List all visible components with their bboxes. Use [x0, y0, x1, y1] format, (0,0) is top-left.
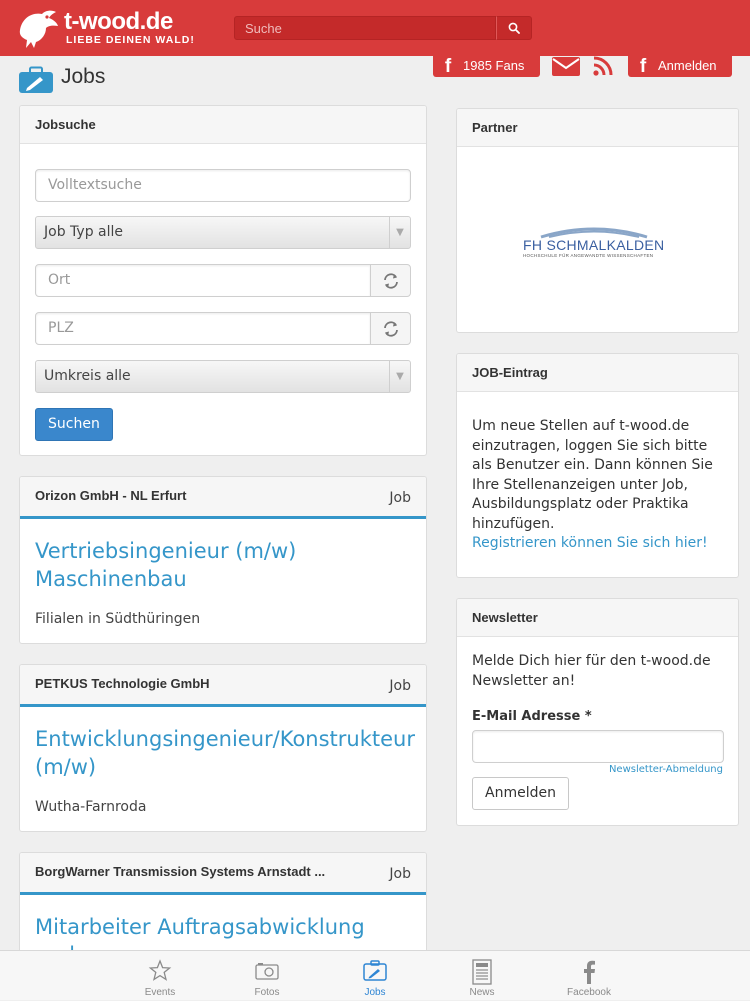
partner-logo-name: FH SCHMALKALDEN — [523, 237, 665, 253]
refresh-icon — [382, 320, 400, 338]
facebook-icon: f — [444, 56, 452, 77]
email-field[interactable] — [472, 730, 724, 763]
job-company — [20, 477, 426, 519]
job-title-link[interactable]: Vertriebsingenieur (m/w) Maschinenbau — [35, 539, 297, 591]
job-type-label: Job — [389, 678, 411, 694]
job-location: Wutha-Farnroda — [35, 799, 147, 815]
facebook-icon — [577, 959, 601, 985]
tab-events[interactable] — [120, 951, 200, 1001]
tab-fotos[interactable] — [227, 951, 307, 1001]
site-logo[interactable] — [16, 8, 206, 50]
header-search — [234, 16, 532, 40]
logo-name: t-wood.de — [64, 8, 173, 35]
bottom-tab-bar — [0, 950, 750, 1000]
top-bar — [0, 0, 750, 56]
tab-jobs[interactable] — [335, 951, 415, 1001]
job-company — [20, 665, 426, 707]
job-card[interactable] — [19, 664, 427, 832]
newspaper-icon — [470, 959, 494, 985]
job-location: Filialen in Südthüringen — [35, 611, 201, 627]
newsletter-submit-button[interactable]: Anmelden — [472, 777, 569, 810]
facebook-fans-button[interactable] — [433, 55, 540, 77]
job-type-select[interactable] — [35, 216, 411, 249]
place-placeholder: Ort — [48, 272, 71, 288]
newsletter-text: Melde Dich hier für den t-wood.de Newsletter an! — [472, 653, 711, 689]
facebook-login-button[interactable] — [628, 55, 732, 77]
job-type-label: Job — [389, 866, 411, 882]
tab-label: Facebook — [567, 987, 611, 998]
place-refresh-button[interactable] — [370, 264, 411, 297]
search-input[interactable] — [234, 16, 496, 40]
unsubscribe-link[interactable]: Newsletter-Abmeldung — [608, 764, 723, 775]
tab-label: Fotos — [254, 987, 280, 998]
mail-icon[interactable] — [551, 55, 581, 77]
job-title-link[interactable]: Mitarbeiter Auftragsabwicklung — [35, 915, 365, 939]
page-title: Jobs — [61, 65, 106, 88]
fans-label: 1985 Fans — [463, 58, 525, 73]
job-type-label: Job — [389, 490, 411, 506]
job-entry-text — [457, 417, 739, 554]
refresh-icon — [382, 272, 400, 290]
search-icon — [508, 22, 520, 34]
fulltext-placeholder: Volltextsuche — [48, 177, 142, 193]
job-type-value: Job Typ alle — [44, 224, 123, 240]
place-input[interactable] — [35, 264, 371, 297]
facebook-icon: f — [639, 56, 647, 77]
login-label: Anmelden — [658, 58, 717, 73]
partner-logo-subtitle: HOCHSCHULE FÜR ANGEWANDTE WISSENSCHAFTEN — [523, 253, 654, 258]
partner-panel — [456, 108, 739, 333]
camera-icon — [255, 959, 279, 983]
fulltext-search-input[interactable] — [35, 169, 411, 202]
register-link[interactable]: Registrieren können Sie sich hier! — [472, 535, 708, 551]
briefcase-icon — [18, 66, 54, 94]
briefcase-icon — [363, 959, 387, 983]
job-entry-description: Um neue Stellen auf t-wood.de einzutragen, loggen Sie sich bitte als Benutzer ein. Dann können Sie Ihre Stellenanzeigen unter Job, Ausbildungsplatz oder Praktika hinzufügen. — [472, 418, 713, 532]
job-title-link[interactable]: Entwicklungsingenieur/Konstrukteur (m/w) — [35, 727, 415, 779]
radius-value: Umkreis alle — [44, 368, 131, 384]
job-company-name: BorgWarner Transmission Systems Arnstadt ... — [35, 864, 326, 879]
job-company-name: PETKUS Technologie GmbH — [35, 676, 210, 691]
zip-placeholder: PLZ — [48, 320, 74, 336]
job-search-panel — [19, 105, 427, 456]
chevron-down-icon: ▼ — [389, 217, 410, 248]
bird-logo-icon — [16, 8, 60, 48]
tab-facebook[interactable] — [549, 951, 629, 1001]
tab-news[interactable] — [442, 951, 522, 1001]
search-jobs-button[interactable]: Suchen — [35, 408, 113, 441]
newsletter-panel — [456, 598, 739, 826]
job-card[interactable] — [19, 476, 427, 644]
chevron-down-icon: ▼ — [389, 361, 410, 392]
search-button[interactable] — [496, 16, 532, 40]
radius-select[interactable] — [35, 360, 411, 393]
zip-refresh-button[interactable] — [370, 312, 411, 345]
newsletter-heading: Newsletter — [457, 599, 738, 637]
zip-input[interactable] — [35, 312, 371, 345]
job-entry-heading: JOB-Eintrag — [457, 354, 738, 392]
job-company-name: Orizon GmbH - NL Erfurt — [35, 488, 187, 503]
job-search-heading: Jobsuche — [20, 106, 426, 144]
job-company — [20, 853, 426, 895]
star-icon — [148, 959, 172, 983]
logo-tagline: LIEBE DEINEN WALD! — [66, 34, 195, 46]
tab-label: Jobs — [364, 987, 386, 998]
tab-label: News — [469, 987, 495, 998]
rss-icon[interactable] — [592, 55, 616, 77]
job-entry-panel — [456, 353, 739, 578]
partner-heading: Partner — [457, 109, 738, 147]
partner-logo[interactable] — [523, 223, 673, 263]
tab-label: Events — [144, 987, 176, 998]
email-label: E-Mail Adresse * — [472, 709, 592, 724]
